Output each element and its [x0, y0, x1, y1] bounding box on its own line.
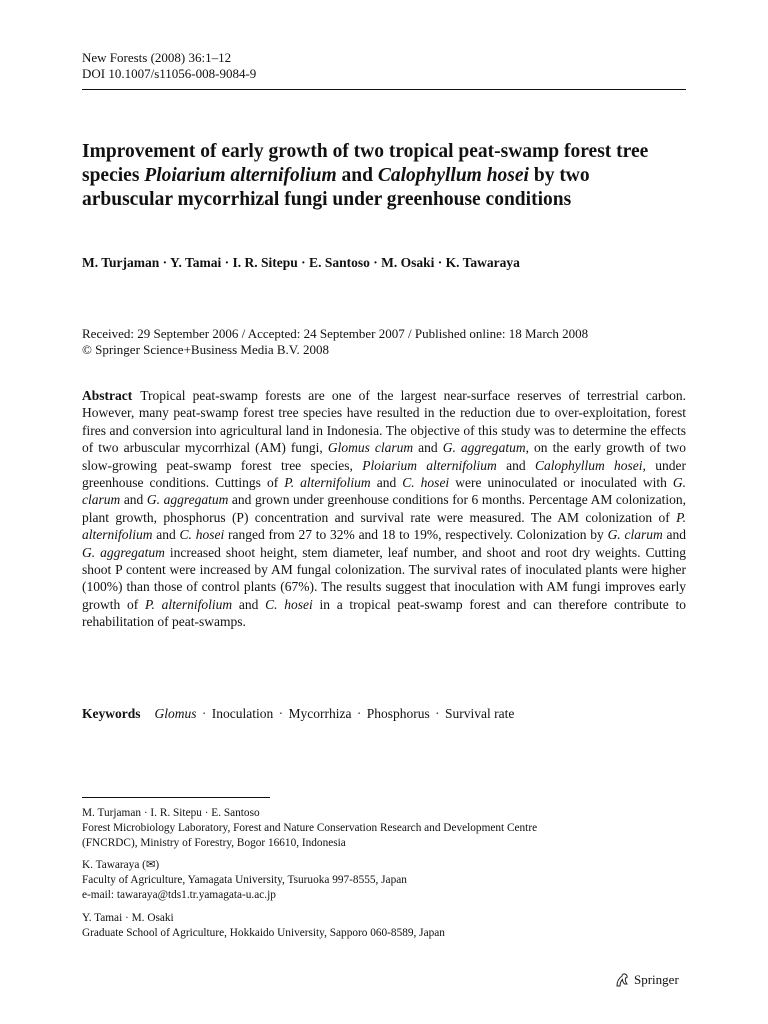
keyword: Survival rate [445, 706, 515, 721]
publication-history [82, 326, 588, 358]
abstract-italic-term: G. aggregatum [146, 492, 229, 508]
abstract-italic-term: Calophyllum hosei [534, 457, 643, 473]
affiliation-line: (FNCRDC), Ministry of Forestry, Bogor 16610, Indonesia [82, 836, 346, 849]
keyword: Inoculation [211, 706, 274, 721]
journal-citation: New Forests (2008) 36:1–12 [82, 50, 232, 65]
affiliation-line: Graduate School of Agriculture, Hokkaido University, Sapporo 060-8589, Japan [82, 926, 445, 939]
abstract-body [82, 388, 686, 629]
abstract-text: and [496, 457, 535, 473]
abstract-italic-term: G. clarum [607, 527, 663, 543]
abstract-italic-term: G. aggregatum [82, 544, 165, 560]
abstract-italic-term: C. hosei [265, 596, 313, 612]
affiliation-block [82, 806, 692, 850]
abstract-text: , on the early growth of two slow-growing peat-swamp forest tree species, [82, 440, 686, 473]
abstract [82, 387, 686, 631]
title-part-3: by two arbuscular mycorrhizal fungi under greenhouse conditions [82, 165, 590, 210]
title-species-2: Calophyllum hosei [377, 165, 529, 186]
author-list: M. Turjaman · Y. Tamai · I. R. Sitepu · E. Santoso · M. Osaki · K. Tawaraya [82, 255, 520, 270]
abstract-text: ranged from 27 to 32% and 18 to 19%, respectively. Colonization by [224, 527, 608, 543]
abstract-italic-term: Ploiarium alternifolium [362, 457, 497, 473]
abstract-text: and [152, 527, 180, 543]
abstract-text: and [413, 440, 443, 456]
abstract-italic-term: Glomus clarum [327, 440, 414, 456]
abstract-text: and [662, 527, 686, 543]
keyword-separator: · [275, 706, 287, 721]
abstract-italic-term: P. alternifolium [82, 509, 686, 543]
keyword: Mycorrhiza [288, 706, 352, 721]
keyword: Phosphorus [366, 706, 430, 721]
abstract-italic-term: G. clarum [82, 475, 686, 508]
keywords-label: Keywords [82, 706, 141, 721]
abstract-label: Abstract [82, 388, 133, 403]
affiliation-authors: Y. Tamai · M. Osaki [82, 911, 174, 924]
publisher-logo [614, 972, 679, 988]
affiliation-line: Faculty of Agriculture, Yamagata University, Tsuruoka 997-8555, Japan [82, 874, 407, 887]
abstract-italic-term: C. hosei [402, 475, 450, 491]
abstract-italic-term: G. aggregatum [442, 440, 526, 456]
affiliations [82, 806, 692, 948]
history-dates: Received: 29 September 2006 / Accepted: 24 September 2007 / Published online: 18 March 2008 [82, 326, 589, 341]
abstract-text: Tropical peat-swamp forests are one of the largest near-surface reserves of terrestrial carbon. However, many peat-swamp forest tree species have resulted in the reduction due to over-exploitation, forest fires and conversion into agricultural land in Indonesia. The objective of this study was to determine the effects of two arbuscular mycorrhizal (AM) fungi, [82, 388, 686, 456]
abstract-italic-term: P. alternifolium [284, 475, 371, 491]
affiliation-block [82, 911, 692, 941]
keywords [82, 706, 514, 722]
affiliation-authors: M. Turjaman · I. R. Sitepu · E. Santoso [82, 807, 260, 819]
title-part-1: Improvement of early growth of two tropical peat-swamp forest tree species [82, 141, 649, 186]
abstract-text: were uninoculated or inoculated with [449, 475, 673, 491]
affiliation-authors: K. Tawaraya (✉) [82, 859, 160, 872]
keyword: Glomus [154, 706, 197, 721]
keyword-separator: · [198, 706, 210, 721]
abstract-text: and [232, 596, 266, 612]
abstract-italic-term: P. alternifolium [144, 596, 233, 612]
copyright-notice: © Springer Science+Business Media B.V. 2008 [82, 342, 329, 357]
affiliation-line: Forest Microbiology Laboratory, Forest and Nature Conservation Research and Development Centre [82, 821, 538, 834]
keywords-list [155, 706, 515, 721]
springer-horse-icon [614, 972, 630, 988]
publisher-name: Springer [634, 972, 679, 987]
abstract-text: increased shoot height, stem diameter, leaf number, and shoot and root dry weights. Cutting shoot P content were increased by AM fungal colonization. The survival rates of inoculated plants were higher (100%) than those of control plants (67%). The results suggest that inoculation with AM fungi improves early growth of [82, 544, 686, 612]
affiliation-block [82, 858, 692, 902]
affiliation-line: e-mail: tawaraya@tds1.tr.yamagata-u.ac.jp [82, 888, 276, 901]
abstract-text: and [120, 492, 147, 508]
abstract-text: and [370, 475, 403, 491]
journal-doi: DOI 10.1007/s11056-008-9084-9 [82, 66, 257, 81]
paper-title [82, 140, 682, 212]
journal-header [82, 50, 256, 82]
footnote-rule [82, 797, 270, 798]
title-species-1: Ploiarium alternifolium [144, 165, 337, 186]
abstract-text: , under greenhouse conditions. Cuttings of [82, 457, 686, 491]
keyword-separator: · [431, 706, 443, 721]
title-part-2: and [336, 165, 378, 186]
header-rule [82, 89, 686, 90]
abstract-italic-term: C. hosei [179, 527, 225, 543]
abstract-text: and grown under greenhouse conditions for 6 months. Percentage AM colonization, plant growth, phosphorus (P) concentration and survival rate were measured. The AM colonization of [82, 492, 686, 525]
abstract-text: in a tropical peat-swamp forest and can therefore contribute to rehabilitation of peat-swamps. [82, 596, 686, 630]
keyword-separator: · [353, 706, 365, 721]
